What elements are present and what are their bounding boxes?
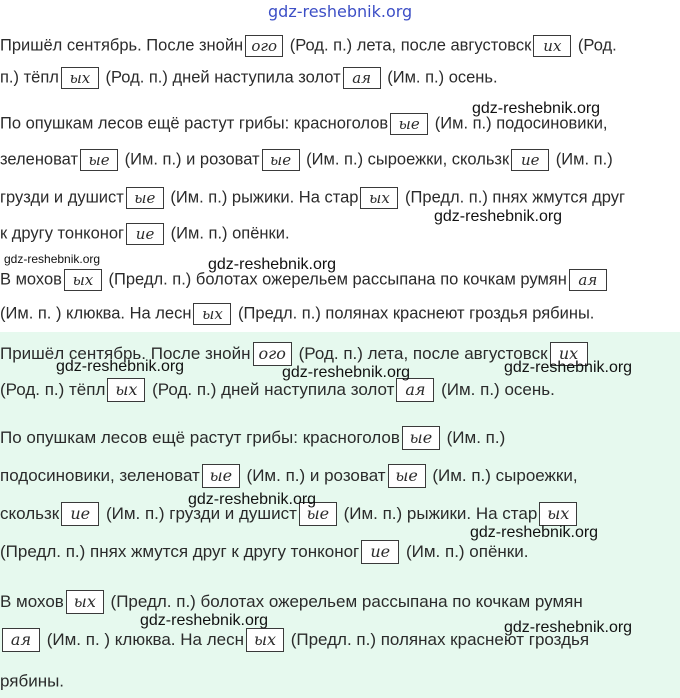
text-line bbox=[0, 34, 617, 57]
text-line bbox=[0, 222, 290, 245]
text-segment: к другу тонконог bbox=[0, 224, 125, 243]
ending-box: ые bbox=[80, 149, 118, 171]
watermark: gdz-reshebnik.org bbox=[282, 364, 411, 381]
text-segment: (Предл. п.) болотах ожерельем рассыпана по кочкам румян bbox=[105, 592, 583, 611]
text-segment: (Род. п.) лета, после августовск bbox=[285, 36, 532, 55]
text-segment: (Род. bbox=[573, 36, 617, 55]
text-segment: (Род. п.) лета, после августовск bbox=[293, 344, 548, 363]
watermark: gdz-reshebnik.org bbox=[56, 358, 185, 375]
text-line bbox=[0, 670, 64, 693]
ending-box: ие bbox=[126, 223, 164, 245]
ending-box: ых bbox=[107, 378, 145, 402]
text-segment: (Им. п.) осень. bbox=[436, 380, 555, 399]
text-segment: грузди и душист bbox=[0, 188, 124, 207]
text-segment: (Им. п.) сыроежки, скользк bbox=[301, 150, 510, 169]
text-segment: (Им. п.) рыжики. На стар bbox=[165, 188, 359, 207]
text-line bbox=[0, 148, 613, 171]
text-segment: По опушкам лесов ещё растут грибы: красноголов bbox=[0, 114, 389, 133]
ending-box: ых bbox=[246, 628, 284, 652]
text-line bbox=[0, 464, 578, 488]
text-segment: (Род. п.) дней наступила золот bbox=[100, 68, 341, 87]
ending-box: ого bbox=[245, 35, 283, 57]
text-segment: (Род. п.) тёпл bbox=[0, 380, 106, 399]
watermark: gdz-reshebnik.org bbox=[188, 491, 317, 508]
ending-box: ых bbox=[360, 187, 398, 209]
text-segment: (Им. п.) подосиновики, bbox=[430, 114, 608, 133]
ending-box: ие bbox=[61, 502, 99, 526]
watermark: gdz-reshebnik.org bbox=[472, 100, 601, 117]
ending-box: ых bbox=[66, 590, 104, 614]
text-line bbox=[0, 186, 625, 209]
text-segment: (Им. п.) сыроежки, bbox=[427, 466, 578, 485]
watermark: gdz-reshebnik.org bbox=[470, 524, 599, 541]
text-line bbox=[0, 378, 555, 402]
text-segment: (Им. п.) и розоват bbox=[120, 150, 260, 169]
ending-box: ых bbox=[539, 502, 577, 526]
ending-box: ая bbox=[2, 628, 40, 652]
ending-box: ые bbox=[262, 149, 300, 171]
watermark: gdz-reshebnik.org bbox=[140, 612, 269, 629]
ending-box: ые bbox=[299, 502, 337, 526]
watermark: gdz-reshebnik.org bbox=[434, 208, 563, 225]
text-segment: (Предл. п.) болотах ожерельем рассыпана по кочкам румян bbox=[103, 270, 567, 289]
ending-box: ого bbox=[253, 342, 292, 366]
ending-box: их bbox=[533, 35, 571, 57]
text-segment: п.) тёпл bbox=[0, 68, 59, 87]
text-segment: Пришёл сентябрь. После знойн bbox=[0, 344, 251, 363]
ending-box: ые bbox=[402, 426, 440, 450]
text-segment: рябины. bbox=[0, 671, 65, 691]
text-segment: (Им. п. ) клюква. На лесн bbox=[42, 630, 244, 649]
ending-box: ая bbox=[569, 269, 607, 291]
text-segment: (Им. п.) bbox=[551, 150, 613, 169]
text-segment: подосиновики, зеленоват bbox=[0, 466, 200, 485]
text-segment: (Им. п.) опёнки. bbox=[166, 224, 290, 243]
text-segment: (Им. п.) опёнки. bbox=[401, 542, 529, 561]
text-segment: зеленоват bbox=[0, 150, 79, 169]
ending-box: ие bbox=[511, 149, 549, 171]
text-segment: скользк bbox=[0, 504, 60, 523]
text-segment: (Предл. п.) полянах краснеют гроздья рябины. bbox=[233, 304, 595, 323]
ending-box: ые bbox=[390, 113, 428, 135]
text-line bbox=[0, 540, 528, 564]
text-segment: (Предл. п.) пнях жмутся друг bbox=[400, 188, 626, 207]
ending-box: ые bbox=[126, 187, 164, 209]
text-segment: Пришёл сентябрь. После знойн bbox=[0, 36, 244, 55]
ending-box: ых bbox=[193, 303, 231, 325]
text-segment: (Предл. п.) пнях жмутся друг к другу тонконог bbox=[0, 542, 360, 561]
text-line bbox=[0, 628, 589, 652]
text-line bbox=[0, 66, 498, 89]
text-line bbox=[0, 426, 505, 450]
site-link[interactable]: gdz-reshebnik.org bbox=[268, 2, 413, 21]
text-segment: (Им. п.) грузди и душист bbox=[101, 504, 297, 523]
ending-box: их bbox=[550, 342, 588, 366]
ending-box: ых bbox=[64, 269, 102, 291]
text-line bbox=[0, 302, 594, 325]
text-segment: В мохов bbox=[0, 270, 62, 289]
ending-box: ая bbox=[396, 378, 434, 402]
exercise-text-answer bbox=[0, 332, 680, 698]
watermark: gdz-reshebnik.org bbox=[504, 619, 633, 636]
watermark: gdz-reshebnik.org bbox=[208, 256, 337, 273]
ending-box: ая bbox=[343, 67, 381, 89]
text-segment: (Им. п.) осень. bbox=[382, 68, 498, 87]
watermark: gdz-reshebnik.org bbox=[4, 252, 101, 266]
text-segment: (Им. п.) и розоват bbox=[241, 466, 386, 485]
text-segment: (Предл. п.) полянах краснеют гроздья bbox=[285, 630, 590, 649]
text-segment: (Им. п.) bbox=[441, 428, 506, 447]
exercise-text-original bbox=[0, 28, 680, 332]
ending-box: ые bbox=[388, 464, 426, 488]
ending-box: ые bbox=[202, 464, 240, 488]
text-segment: (Им. п.) рыжики. На стар bbox=[338, 504, 538, 523]
text-segment: По опушкам лесов ещё растут грибы: красноголов bbox=[0, 428, 400, 447]
watermark: gdz-reshebnik.org bbox=[504, 359, 633, 376]
ending-box: ие bbox=[361, 540, 399, 564]
text-segment: (Им. п. ) клюква. На лесн bbox=[0, 304, 192, 323]
text-segment: В мохов bbox=[0, 592, 64, 611]
ending-box: ых bbox=[61, 67, 99, 89]
text-line bbox=[0, 590, 583, 614]
text-segment: (Род. п.) дней наступила золот bbox=[147, 380, 395, 399]
